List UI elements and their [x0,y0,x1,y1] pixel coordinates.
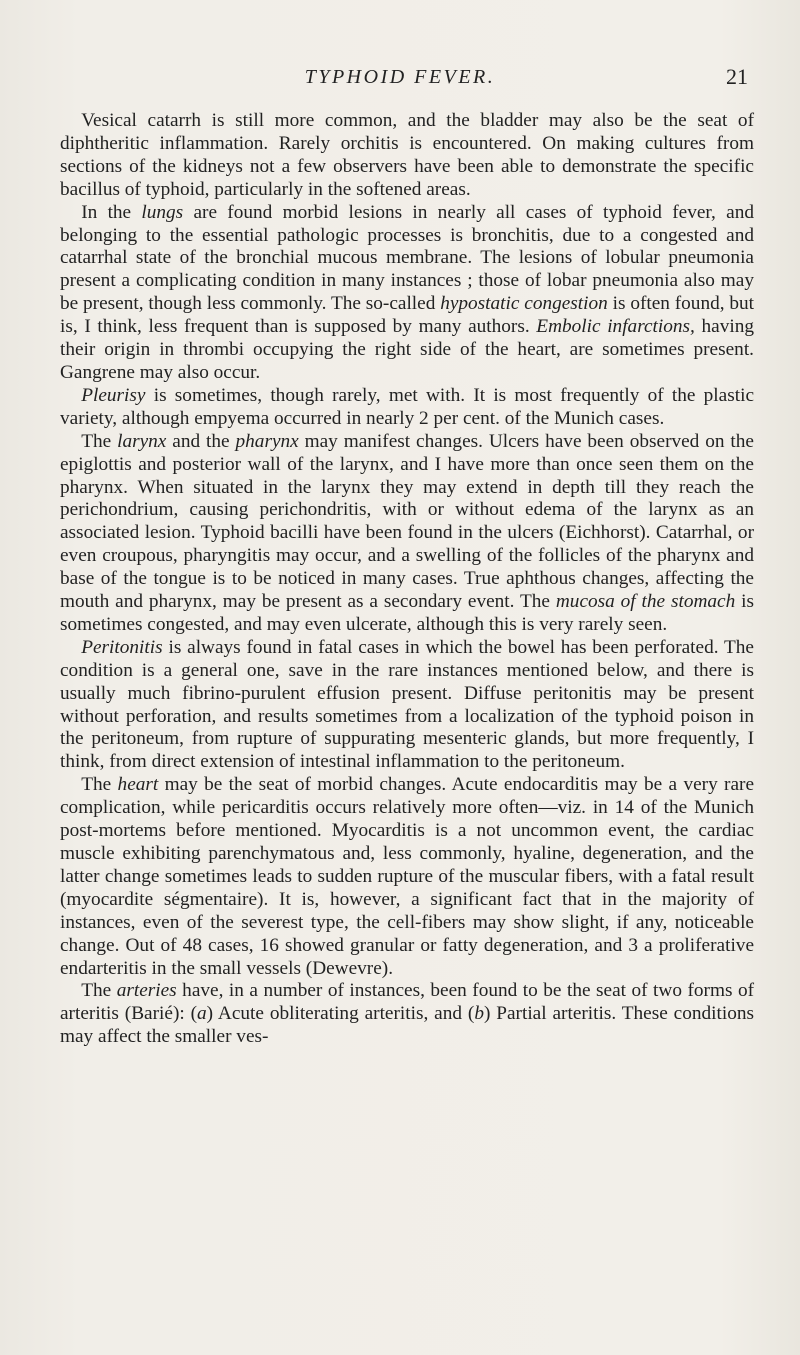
paragraph-pleurisy [60,385,754,431]
text-span: is sometimes, though rarely, met with. It is most frequently of the plastic variety, although empyema occurred in nearly 2 per cent. of the Munich cases. [60,384,754,429]
italic-term-pleurisy: Pleurisy [81,384,146,406]
text-span: Vesical catarrh is still more common, and the bladder may also be the seat of diphtheritic inflammation. Rarely orchitis is encountered. On making cultures from sections of the kidneys not a few observers have been able to demonstrate the specific bacillus of typhoid, particularly in the softened areas. [60,110,754,200]
text-span: have, in a number of instances, been found to be the seat of two forms of arteritis (Barié): ( [60,980,755,1025]
page-number: 21 [726,64,748,89]
paragraph-vesical-catarrh [60,110,754,202]
italic-term-lungs: lungs [141,201,184,223]
paragraph-peritonitis [60,637,754,774]
text-span: is always found in fatal cases in which the bowel has been perforated. The condition is a general one, save in the rare instances mentioned below, and there is usually much fibrino-purulent effusion present. Diffuse peritonitis may be present without perforation, and results sometimes from a localization of the typhoid poison in the peritoneum, from rupture of suppurating mesenteric glands, but more frequently, I think, from direct extension of intestinal inflammation to the peritoneum. [60,636,754,773]
paragraph-heart [60,774,754,980]
italic-term-peritonitis: Peritonitis [81,636,163,658]
text-span: may be the seat of morbid changes. Acute endocarditis may be a very rare complication, while pericarditis occurs relatively more often—viz. in 14 of the Munich post-mortems before mentioned. Myocarditis is a not uncommon event, the cardiac muscle exhibiting parenchymatous and, less commonly, hyaline, degeneration, and the latter change sometimes leads to sudden rupture of the muscular fibers, with a fatal result (myocardite ségmentaire). It is, however, a significant fact that in the majority of instances, even of the severest type, the cell-fibers may show slight, if any, noticeable change. Out of 48 cases, 16 showed granular or fatty degeneration, and 3 a proliferative endarteritis in the small vessels (Dewevre). [60,774,755,979]
text-span: In the [81,201,142,223]
text-span: having their origin in thrombi occupying the right side of the heart, are sometimes present. Gangrene may also occur. [60,316,754,383]
italic-term-hypostatic-congestion: hypostatic congestion [440,293,608,315]
body-text [60,110,754,1049]
italic-term-mucosa-of-stomach: mucosa of the stomach [555,591,736,613]
paragraph-arteries [60,980,754,1049]
text-span: ) Partial arteritis. These conditions may affect the smaller ves- [60,1003,754,1048]
text-span: may manifest changes. Ulcers have been observed on the epiglottis and posterior wall of the larynx, and I have more than once seen them on the pharynx. When situated in the larynx they may extend in depth till they reach the perichondrium, causing perichondritis, with or without edema of the larynx as an associated lesion. Typhoid bacilli have been found in the ulcers (Eichhorst). Catarrhal, or even croupous, pharyngitis may occur, and a swelling of the follicles of the pharynx and base of the tongue is to be noticed in many cases. True aphthous changes, affecting the mouth and pharynx, may be present as a secondary event. The [60,430,754,613]
paragraph-larynx-pharynx [60,431,754,637]
text-span: The [81,980,117,1002]
italic-term-heart: heart [117,774,159,796]
text-span: is sometimes congested, and may even ulcerate, although this is very rarely seen. [60,591,754,635]
text-span: The [81,430,118,452]
paragraph-lungs [60,202,754,385]
italic-letter-a: a [197,1003,207,1025]
text-span: ) Acute obliterating arteritis, and ( [206,1003,475,1025]
text-span: and the [166,430,236,452]
text-span: is often found, but is, I think, less frequent than is supposed by many authors. [60,293,755,338]
running-header [0,62,800,92]
italic-term-embolic-infarctions: Embolic infarctions, [536,316,695,338]
italic-term-pharynx: pharynx [235,430,299,452]
text-span: are found morbid lesions in nearly all cases of typhoid fever, and belonging to the essential pathologic processes is bronchitis, due to a congested and catarrhal state of the bronchial mucous membrane. The lesions of lobular pneumonia present a complicating condition in many instances ; those of lobar pneumonia also may be present, though less commonly. The so-called [60,201,754,315]
italic-term-arteries: arteries [116,980,177,1002]
text-span: The [81,774,118,796]
italic-term-larynx: larynx [117,430,167,452]
running-title: TYPHOID FEVER. [304,66,496,88]
italic-letter-b: b [474,1003,484,1025]
